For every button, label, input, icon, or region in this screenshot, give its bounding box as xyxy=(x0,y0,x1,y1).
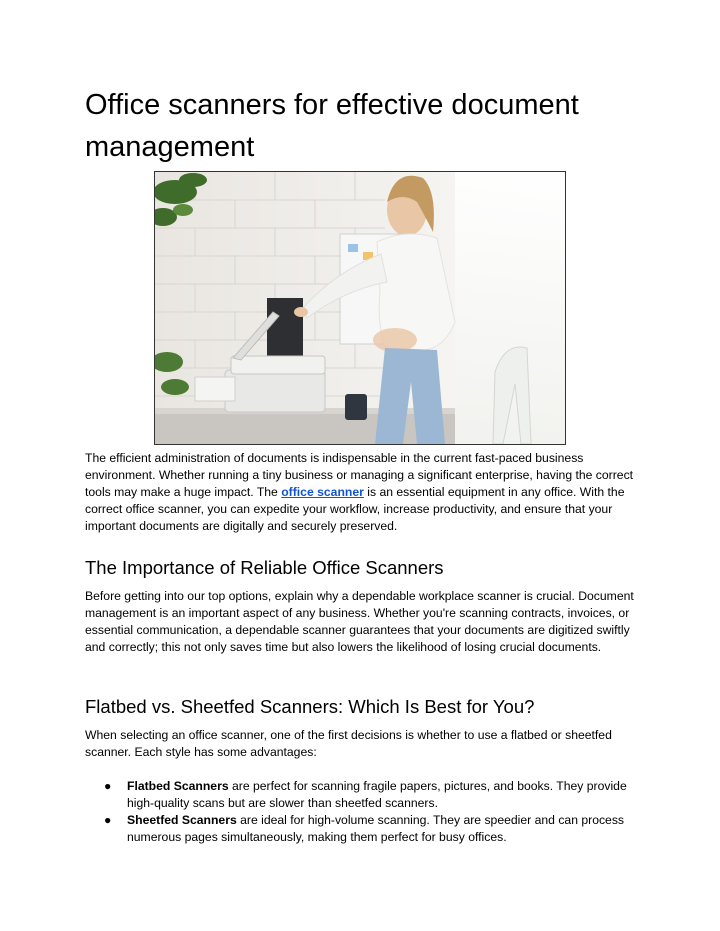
bullet-icon: ● xyxy=(104,813,112,827)
list-item-sheetfed xyxy=(85,812,645,846)
intro-text-after-link: is an essential equipment in any office. With the correct office scanner, you can expedite your workflow, increase productivity, and ensure that your important documents are digitally and securely preserved. xyxy=(85,485,625,533)
intro-paragraph xyxy=(85,450,645,535)
section-paragraph-flatbed-vs-sheetfed: When selecting an office scanner, one of the first decisions is whether to use a flatbed or sheetfed scanner. Each style has some advantages: xyxy=(85,728,612,759)
list-item-text: are perfect for scanning fragile papers, pictures, and books. They provide high-quality scans but are slower than sheetfed scanners. xyxy=(127,779,627,810)
list-item-text: are ideal for high-volume scanning. They are speedier and can process numerous pages simultaneously, making them perfect for busy offices. xyxy=(127,813,625,844)
page-title: Office scanners for effective document management xyxy=(85,89,579,163)
office-scanner-link[interactable]: office scanner xyxy=(281,485,364,499)
list-item-flatbed xyxy=(85,778,645,812)
section-heading-flatbed-vs-sheetfed: Flatbed vs. Sheetfed Scanners: Which Is Best for You? xyxy=(85,696,535,717)
bullet-icon: ● xyxy=(104,779,112,793)
scanner-type-list xyxy=(85,778,645,846)
intro-text-before-link: The efficient administration of documents is indispensable in the current fast-paced business environment. Whether running a tiny business or managing a significant enterprise, having the correct tools may make a huge impact. The xyxy=(85,451,634,499)
list-item-term: Flatbed Scanners xyxy=(127,779,229,793)
section-paragraph-reliable-scanners: Before getting into our top options, explain why a dependable workplace scanner is crucial. Document management is an important aspect of any business. Whether you're scanning contracts, invoices, or essential communication, a dependable scanner guarantees that your documents are digitized swiftly and correctly; this not only saves time but also lowers the likelihood of losing crucial documents. xyxy=(85,589,634,654)
hero-photo-woman-using-scanner xyxy=(154,171,566,445)
hero-photo-illustration xyxy=(155,172,565,444)
section-heading-reliable-scanners: The Importance of Reliable Office Scanners xyxy=(85,557,444,578)
list-item-term: Sheetfed Scanners xyxy=(127,813,237,827)
